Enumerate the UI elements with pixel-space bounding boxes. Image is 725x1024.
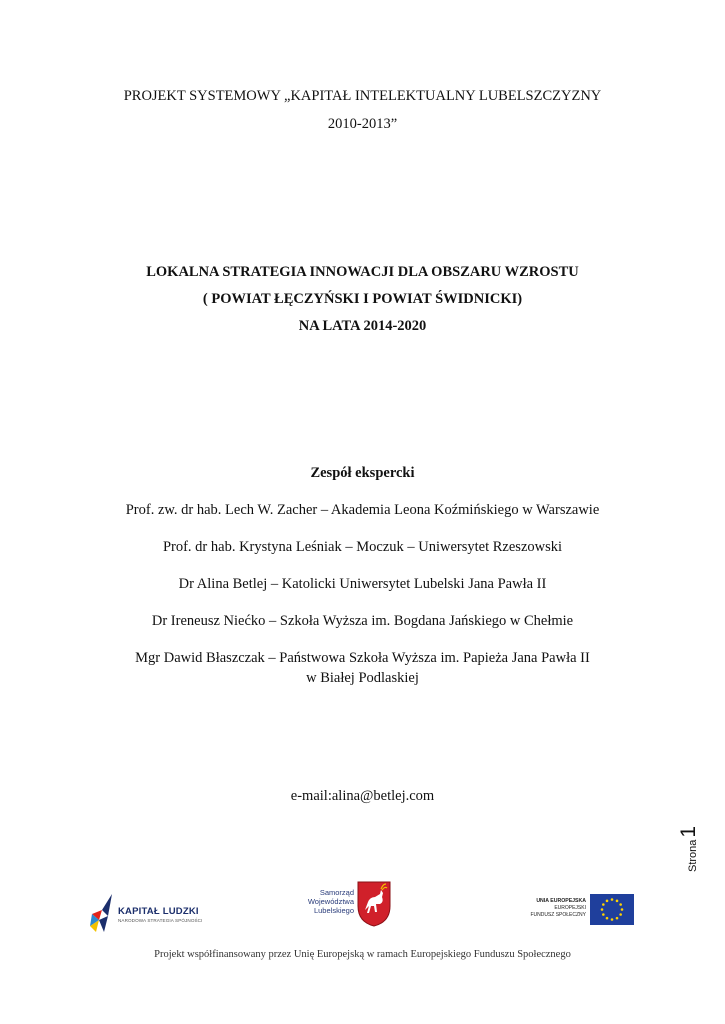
document-title-line1: LOKALNA STRATEGIA INNOWACJI DLA OBSZARU WZROSTU bbox=[146, 264, 579, 280]
samorzad-line1: Samorząd bbox=[319, 888, 354, 897]
eu-star bbox=[619, 913, 622, 916]
eu-star bbox=[601, 908, 604, 911]
team-member bbox=[0, 648, 725, 688]
eu-star bbox=[606, 917, 609, 920]
eu-line2: EUROPEJSKI bbox=[554, 904, 586, 911]
eu-efs-logo bbox=[530, 894, 634, 928]
team-member: Dr Ireneusz Niećko – Szkoła Wyższa im. Bogdana Jańskiego w Chełmie bbox=[151, 613, 574, 629]
team-heading: Zespół ekspercki bbox=[310, 465, 415, 481]
document-title-line3: NA LATA 2014-2020 bbox=[298, 318, 427, 334]
eu-star bbox=[611, 918, 614, 921]
samorzad-name bbox=[294, 888, 354, 915]
email-link[interactable]: e-mail:alina@betlej.com bbox=[290, 788, 435, 804]
page-number-label: Strona bbox=[687, 839, 699, 872]
page-number-value: 1 bbox=[677, 825, 700, 838]
eu-star bbox=[611, 898, 614, 901]
kapital-ludzki-logo bbox=[88, 890, 218, 936]
samorzad-line3: Lubelskiego bbox=[313, 906, 354, 915]
eu-flag-icon bbox=[590, 894, 634, 925]
eu-star bbox=[619, 903, 622, 906]
team-member: Prof. zw. dr hab. Lech W. Zacher – Akademia Leona Koźmińskiego w Warszawie bbox=[125, 502, 600, 518]
eu-line1: UNIA EUROPEJSKA bbox=[536, 898, 586, 904]
eu-star bbox=[616, 917, 619, 920]
lublin-coat-of-arms-icon bbox=[356, 880, 392, 928]
eu-efs-name bbox=[530, 898, 586, 918]
eu-star bbox=[602, 903, 605, 906]
team-list bbox=[0, 500, 725, 705]
eu-line3: FUNDUSZ SPOŁECZNY bbox=[530, 911, 586, 918]
team-member: Dr Alina Betlej – Katolicki Uniwersytet Lubelski Jana Pawła II bbox=[178, 576, 547, 592]
page-number bbox=[678, 818, 702, 872]
team-member-line2: w Białej Podlaskiej bbox=[306, 670, 419, 686]
eu-star bbox=[616, 900, 619, 903]
project-title-line1: PROJEKT SYSTEMOWY „KAPITAŁ INTELEKTUALNY LUBELSZCZYZNY bbox=[123, 88, 602, 104]
document-title-line2: ( POWIAT ŁĘCZYŃSKI I POWIAT ŚWIDNICKI) bbox=[202, 291, 523, 307]
kapital-ludzki-name: KAPITAŁ LUDZKI bbox=[118, 906, 199, 917]
team-member-line1: Mgr Dawid Błaszczak – Państwowa Szkoła Wyższa im. Papieża Jana Pawła II bbox=[135, 650, 590, 666]
eu-star bbox=[621, 908, 624, 911]
cofinancing-note: Projekt współfinansowany przez Unię Europejską w ramach Europejskiego Funduszu Społecznego bbox=[154, 949, 571, 960]
eu-star bbox=[606, 900, 609, 903]
kapital-ludzki-tagline: NARODOWA STRATEGIA SPÓJNOŚCI bbox=[118, 918, 203, 923]
project-title bbox=[0, 86, 725, 134]
kapital-ludzki-star-icon bbox=[88, 890, 114, 934]
team-member: Prof. dr hab. Krystyna Leśniak – Moczuk – Uniwersytet Rzeszowski bbox=[162, 539, 563, 555]
samorzad-logo bbox=[294, 880, 404, 944]
eu-star bbox=[602, 913, 605, 916]
samorzad-line2: Województwa bbox=[307, 897, 354, 906]
document-title bbox=[0, 262, 725, 336]
project-title-line2: 2010-2013” bbox=[327, 116, 398, 132]
